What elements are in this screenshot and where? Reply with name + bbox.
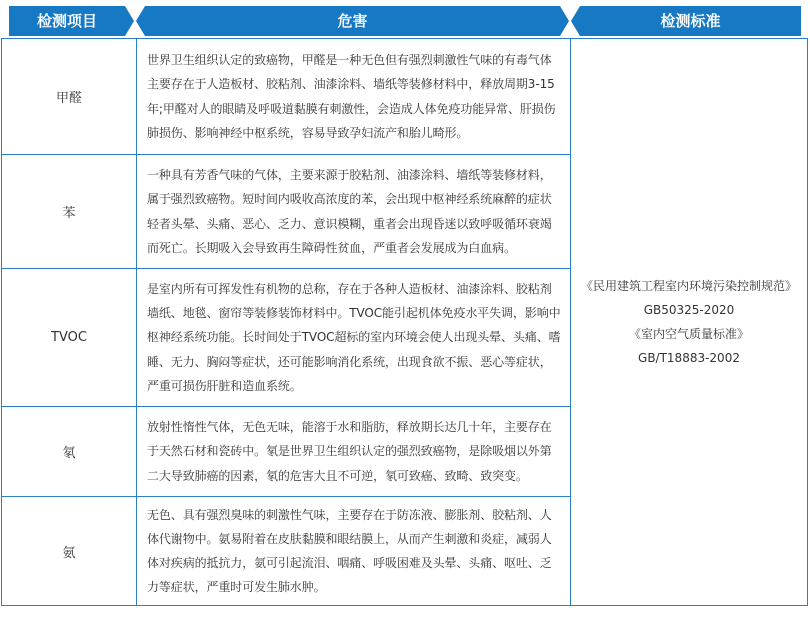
item-description: 世界卫生组织认定的致癌物，甲醛是一种无色但有强烈刺激性气味的有毒气体主要存在于人造板材、胶粘剂、油漆涂料、墙纸等装修材料中，释放周期3-15年;甲醛对人的眼睛及呼吸道黏膜有刺激性，会造成人体免疫功能异常、肝损伤肺损伤、影响神经中枢系统，容易导致孕妇流产和胎儿畸形。 [147,53,556,140]
table-row-benzene [2,155,570,268]
item-description: 放射性惰性气体，无色无味，能溶于水和脂肪，释放期长达几十年，主要存在于天然石材和瓷砖中。氡是世界卫生组织认定的强烈致癌物，是除吸烟以外第二大导致肺癌的因素，氡的危害大且不可逆，氡可致癌、致畸、致突变。 [147,420,552,483]
table-row-formaldehyde [2,39,570,154]
item-name: 甲醛 [55,91,82,106]
item-description: 是室内所有可挥发性有机物的总称，存在于各种人造板材、油漆涂料、胶粘剂墙纸、地毯、窗帘等装修装饰材料中。TVOC能引起机体免疫水平失调，影响中枢神经系统功能。长时间处于TVOC超标的室内环境会使人出现头晕、头痛、嗜睡、无力、胸闷等症状，还可能影响消化系统，出现食欲不振、恶心等症状，严重可损伤肝脏和造血系统。 [147,281,561,393]
standards-cell [571,39,807,605]
item-description: 无色、具有强烈臭味的刺激性气味，主要存在于防冻液、膨胀剂、胶粘剂、人体代谢物中。氨易附着在皮肤黏膜和眼结膜上，从而产生刺激和炎症，减弱人体对疾病的抵抗力，氨可引起流泪、咽痛、呼吸困难及头晕、头痛、呕吐、乏力等症状，严重时可发生肺水肿。 [147,507,552,595]
standard-civil-code: GB50325-2020 [643,303,735,317]
standard-indoor-air-code: GB/T18883-2002 [638,351,740,365]
item-name: 苯 [62,206,76,221]
item-description: 一种具有芳香气味的气体，主要来源于胶粘剂、油漆涂料、墙纸等装修材料，属于强烈致癌物。短时间内吸收高浓度的苯，会出现中枢神经系统麻醉的症状轻者头晕、头痛、恶心、乏力、意识模糊，重者会出现昏迷以致呼吸循环衰竭而死亡。长期吸入会导致再生障碍性贫血，严重者会发展成为白血病。 [147,168,552,255]
header-hazard: 危害 [145,6,560,36]
table-row-ammonia [2,497,570,605]
item-name: TVOC [51,330,87,345]
table-row-tvoc [2,269,570,406]
header-standard: 检测标准 [580,6,801,36]
item-name: 氨 [62,545,76,561]
item-name: 氡 [62,446,76,461]
hazard-table [1,38,808,606]
standard-indoor-air-title: 《室内空气质量标准》 [628,327,749,341]
header-item: 检测项目 [9,6,125,36]
standard-civil-title: 《民用建筑工程室内环境污染控制规范》 [580,279,797,293]
table-row-radon [2,407,570,496]
